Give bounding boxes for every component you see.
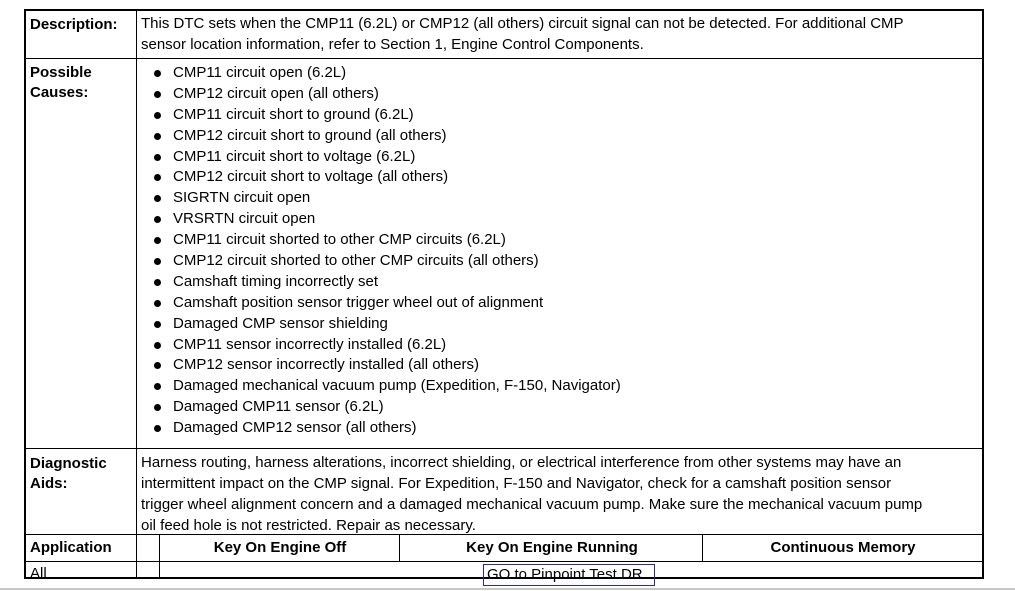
- bullet-icon: [154, 174, 161, 181]
- possible-causes-label-line: Possible: [30, 64, 92, 81]
- possible-causes-label-line: Causes:: [30, 84, 89, 101]
- column-header-key-on-engine-running: Key On Engine Running: [466, 539, 638, 556]
- cause-text: Camshaft timing incorrectly set: [173, 272, 379, 290]
- application-row-label: All: [30, 565, 47, 582]
- cause-text: Damaged mechanical vacuum pump (Expedition, F-150, Navigator): [173, 377, 621, 395]
- cause-item: [141, 314, 976, 335]
- diagnostic-aids-line: trigger wheel alignment concern and a damaged mechanical vacuum pump. Make sure the mechanical vacuum pump: [141, 495, 923, 513]
- bullet-icon: [154, 195, 161, 202]
- bullet-icon: [154, 383, 161, 390]
- cause-item: [141, 84, 976, 105]
- cause-text: VRSRTN circuit open: [173, 210, 316, 228]
- diagnostic-aids-line: oil feed hole is not restricted. Repair as necessary.: [141, 516, 476, 534]
- bullet-icon: [154, 216, 161, 223]
- application-header-row: [26, 535, 982, 562]
- diagnostic-aids-line: intermittent impact on the CMP signal. For Expedition, F-150 and Navigator, check for a camshaft position sensor: [141, 474, 892, 492]
- bullet-icon: [154, 154, 161, 161]
- bullet-icon: [154, 362, 161, 369]
- bullet-icon: [154, 112, 161, 119]
- application-header-label: Application: [30, 539, 112, 556]
- possible-causes-label: [30, 63, 92, 103]
- narrow-column-divider: [159, 535, 160, 577]
- cause-text: CMP12 circuit open (all others): [173, 84, 379, 102]
- cause-item: [141, 397, 976, 418]
- cause-item: [141, 209, 976, 230]
- cause-text: CMP12 sensor incorrectly installed (all others): [173, 356, 479, 374]
- cause-item: [141, 293, 976, 314]
- cause-item: [141, 230, 976, 251]
- column-header-key-on-engine-off: Key On Engine Off: [213, 539, 347, 556]
- cause-text: Damaged CMP12 sensor (all others): [173, 419, 417, 437]
- diagnostic-aids-text: [141, 453, 976, 537]
- possible-causes-row: [26, 59, 982, 449]
- label-column-divider: [136, 11, 137, 577]
- cause-item: [141, 188, 976, 209]
- diagnostic-aids-line: Harness routing, harness alterations, incorrect shielding, or electrical interference from other systems may have an: [141, 454, 902, 471]
- description-line: sensor location information, refer to Section 1, Engine Control Components.: [141, 35, 644, 53]
- cause-item: [141, 63, 976, 84]
- cause-text: CMP11 sensor incorrectly installed (6.2L): [173, 335, 447, 353]
- cause-text: CMP11 circuit short to ground (6.2L): [173, 105, 414, 123]
- bullet-icon: [154, 70, 161, 77]
- bullet-icon: [154, 279, 161, 286]
- cause-item: [141, 272, 976, 293]
- column-header-continuous-memory: Continuous Memory: [770, 539, 916, 556]
- cause-text: CMP12 circuit shorted to other CMP circuits (all others): [173, 252, 539, 270]
- bullet-icon: [154, 91, 161, 98]
- page-edge-line: [0, 588, 1015, 590]
- bullet-icon: [154, 342, 161, 349]
- bullet-icon: [154, 237, 161, 244]
- pinpoint-test-link[interactable]: GO to Pinpoint Test DR .: [483, 564, 655, 586]
- bullet-icon: [154, 321, 161, 328]
- possible-causes-list: [141, 63, 976, 439]
- cause-text: Camshaft position sensor trigger wheel out of alignment: [173, 293, 544, 311]
- cause-item: [141, 251, 976, 272]
- dtc-table: [24, 9, 984, 583]
- bullet-icon: [154, 425, 161, 432]
- cause-text: SIGRTN circuit open: [173, 189, 311, 207]
- cause-text: Damaged CMP sensor shielding: [173, 314, 388, 332]
- cause-item: [141, 335, 976, 356]
- diagnostic-aids-label-line: Aids:: [30, 475, 68, 492]
- diagnostic-aids-row: [26, 449, 982, 535]
- bullet-icon: [154, 300, 161, 307]
- cause-item: [141, 418, 976, 439]
- bullet-icon: [154, 133, 161, 140]
- application-row-all: [26, 562, 982, 583]
- cause-item: [141, 147, 976, 168]
- description-text: [141, 14, 976, 56]
- cause-item: [141, 376, 976, 397]
- cause-text: CMP11 circuit shorted to other CMP circuits (6.2L): [173, 231, 506, 249]
- diagnostic-aids-label-line: Diagnostic: [30, 455, 107, 472]
- description-line: This DTC sets when the CMP11 (6.2L) or CMP12 (all others) circuit signal can not be detected. For additional CMP: [141, 15, 904, 32]
- diagnostic-aids-label: [30, 454, 107, 494]
- cause-item: [141, 355, 976, 376]
- cause-text: CMP12 circuit short to ground (all others): [173, 126, 447, 144]
- description-label: Description:: [30, 16, 118, 33]
- cause-text: CMP11 circuit short to voltage (6.2L): [173, 147, 416, 165]
- cause-item: [141, 105, 976, 126]
- cause-text: CMP11 circuit open (6.2L): [173, 64, 347, 81]
- cause-text: CMP12 circuit short to voltage (all others): [173, 168, 449, 186]
- cause-item: [141, 167, 976, 188]
- description-row: [26, 11, 982, 59]
- cause-item: [141, 126, 976, 147]
- cause-text: Damaged CMP11 sensor (6.2L): [173, 398, 384, 416]
- bullet-icon: [154, 258, 161, 265]
- bullet-icon: [154, 404, 161, 411]
